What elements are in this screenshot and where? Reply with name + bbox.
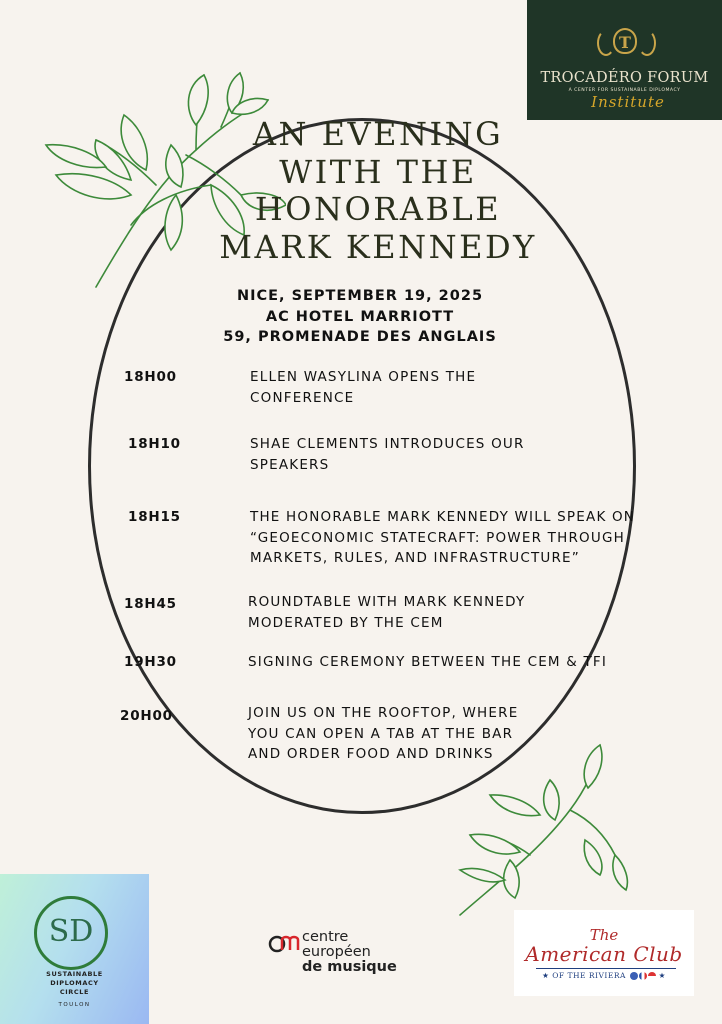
sdc-monogram: SD	[48, 914, 94, 949]
cem-mark-icon	[268, 932, 300, 954]
schedule-time: 18H00	[124, 369, 177, 385]
schedule-description	[250, 507, 635, 569]
tfi-name: TROCADÉRO FORUM	[540, 70, 709, 86]
schedule-line: ELLEN WASYLINA OPENS THE	[250, 369, 477, 385]
ac-divider	[536, 968, 676, 969]
tfi-institute-script: Institute	[591, 93, 665, 111]
schedule-time: 18H45	[124, 596, 177, 612]
schedule-line: CONFERENCE	[250, 389, 355, 406]
ac-subtitle-row	[514, 971, 694, 980]
tfi-tagline: A CENTER FOR SUSTAINABLE DIPLOMACY	[568, 88, 681, 93]
schedule-line: MARKETS, RULES, AND INFRASTRUCTURE”	[250, 550, 580, 566]
star-icon: ★	[655, 971, 666, 980]
sdc-name	[0, 970, 149, 997]
schedule-description	[250, 367, 476, 408]
ac-subtitle: OF THE RIVIERA	[552, 971, 626, 980]
star-icon: ★	[542, 971, 553, 980]
schedule-line: AND ORDER FOOD AND DRINKS	[248, 746, 494, 762]
us-flag-icon	[630, 972, 638, 980]
schedule-time: 20H00	[120, 708, 173, 724]
sdc-name-line: CIRCLE	[59, 988, 90, 996]
ac-name: American Club	[525, 942, 683, 966]
leaf-branch-bottom	[430, 740, 640, 920]
location-line: 59, PROMENADE DES ANGLAIS	[223, 329, 497, 345]
event-title	[218, 116, 538, 266]
sdc-city: TOULON	[58, 1002, 91, 1008]
schedule-line: THE HONORABLE MARK KENNEDY WILL SPEAK ON	[250, 509, 636, 525]
schedule-description	[248, 703, 518, 765]
sdc-name-line: DIPLOMACY	[50, 979, 99, 987]
laurel-right-icon	[638, 30, 656, 56]
sustainable-diplomacy-circle-logo	[0, 874, 149, 1024]
title-line: MARK KENNEDY	[219, 227, 537, 266]
location-line: AC HOTEL MARRIOTT	[265, 308, 455, 325]
schedule-line: MODERATED BY THE CEM	[248, 614, 444, 631]
american-club-logo	[514, 910, 694, 996]
schedule-description	[248, 592, 525, 633]
event-location	[160, 286, 560, 348]
sdc-name-line: SUSTAINABLE	[46, 970, 103, 978]
location-line: NICE, SEPTEMBER 19, 2025	[236, 288, 484, 304]
centre-europeen-de-musique-logo	[268, 930, 418, 980]
schedule-time: 18H15	[128, 509, 181, 525]
title-line: AN EVENING	[252, 115, 504, 153]
schedule-line: SPEAKERS	[250, 456, 330, 473]
schedule-time: 19H30	[124, 654, 177, 670]
schedule-time: 18H10	[128, 436, 181, 452]
schedule-line: JOIN US ON THE ROOFTOP, WHERE	[248, 705, 519, 721]
schedule-line: ROUNDTABLE WITH MARK KENNEDY	[248, 594, 526, 610]
ac-the: The	[589, 926, 619, 944]
france-flag-icon	[639, 972, 647, 980]
schedule-line: “GEOECONOMIC STATECRAFT: POWER THROUGH	[250, 529, 625, 546]
title-line: WITH THE	[279, 152, 477, 191]
monaco-flag-icon	[648, 972, 656, 980]
schedule-description	[250, 434, 525, 475]
trocadero-forum-logo	[527, 0, 722, 120]
cem-line: centre	[302, 929, 349, 945]
schedule-line: SIGNING CEREMONY BETWEEN THE CEM & TFI	[248, 654, 608, 670]
schedule-line: YOU CAN OPEN A TAB AT THE BAR	[248, 725, 514, 742]
schedule-line: SHAE CLEMENTS INTRODUCES OUR	[250, 436, 525, 452]
schedule-description	[248, 652, 607, 673]
cem-line: de musique	[302, 959, 397, 975]
tfi-crest-icon: T	[613, 28, 637, 54]
title-line: HONORABLE	[254, 190, 502, 228]
cem-wordmark	[302, 930, 397, 975]
cem-line: européen	[302, 944, 371, 960]
